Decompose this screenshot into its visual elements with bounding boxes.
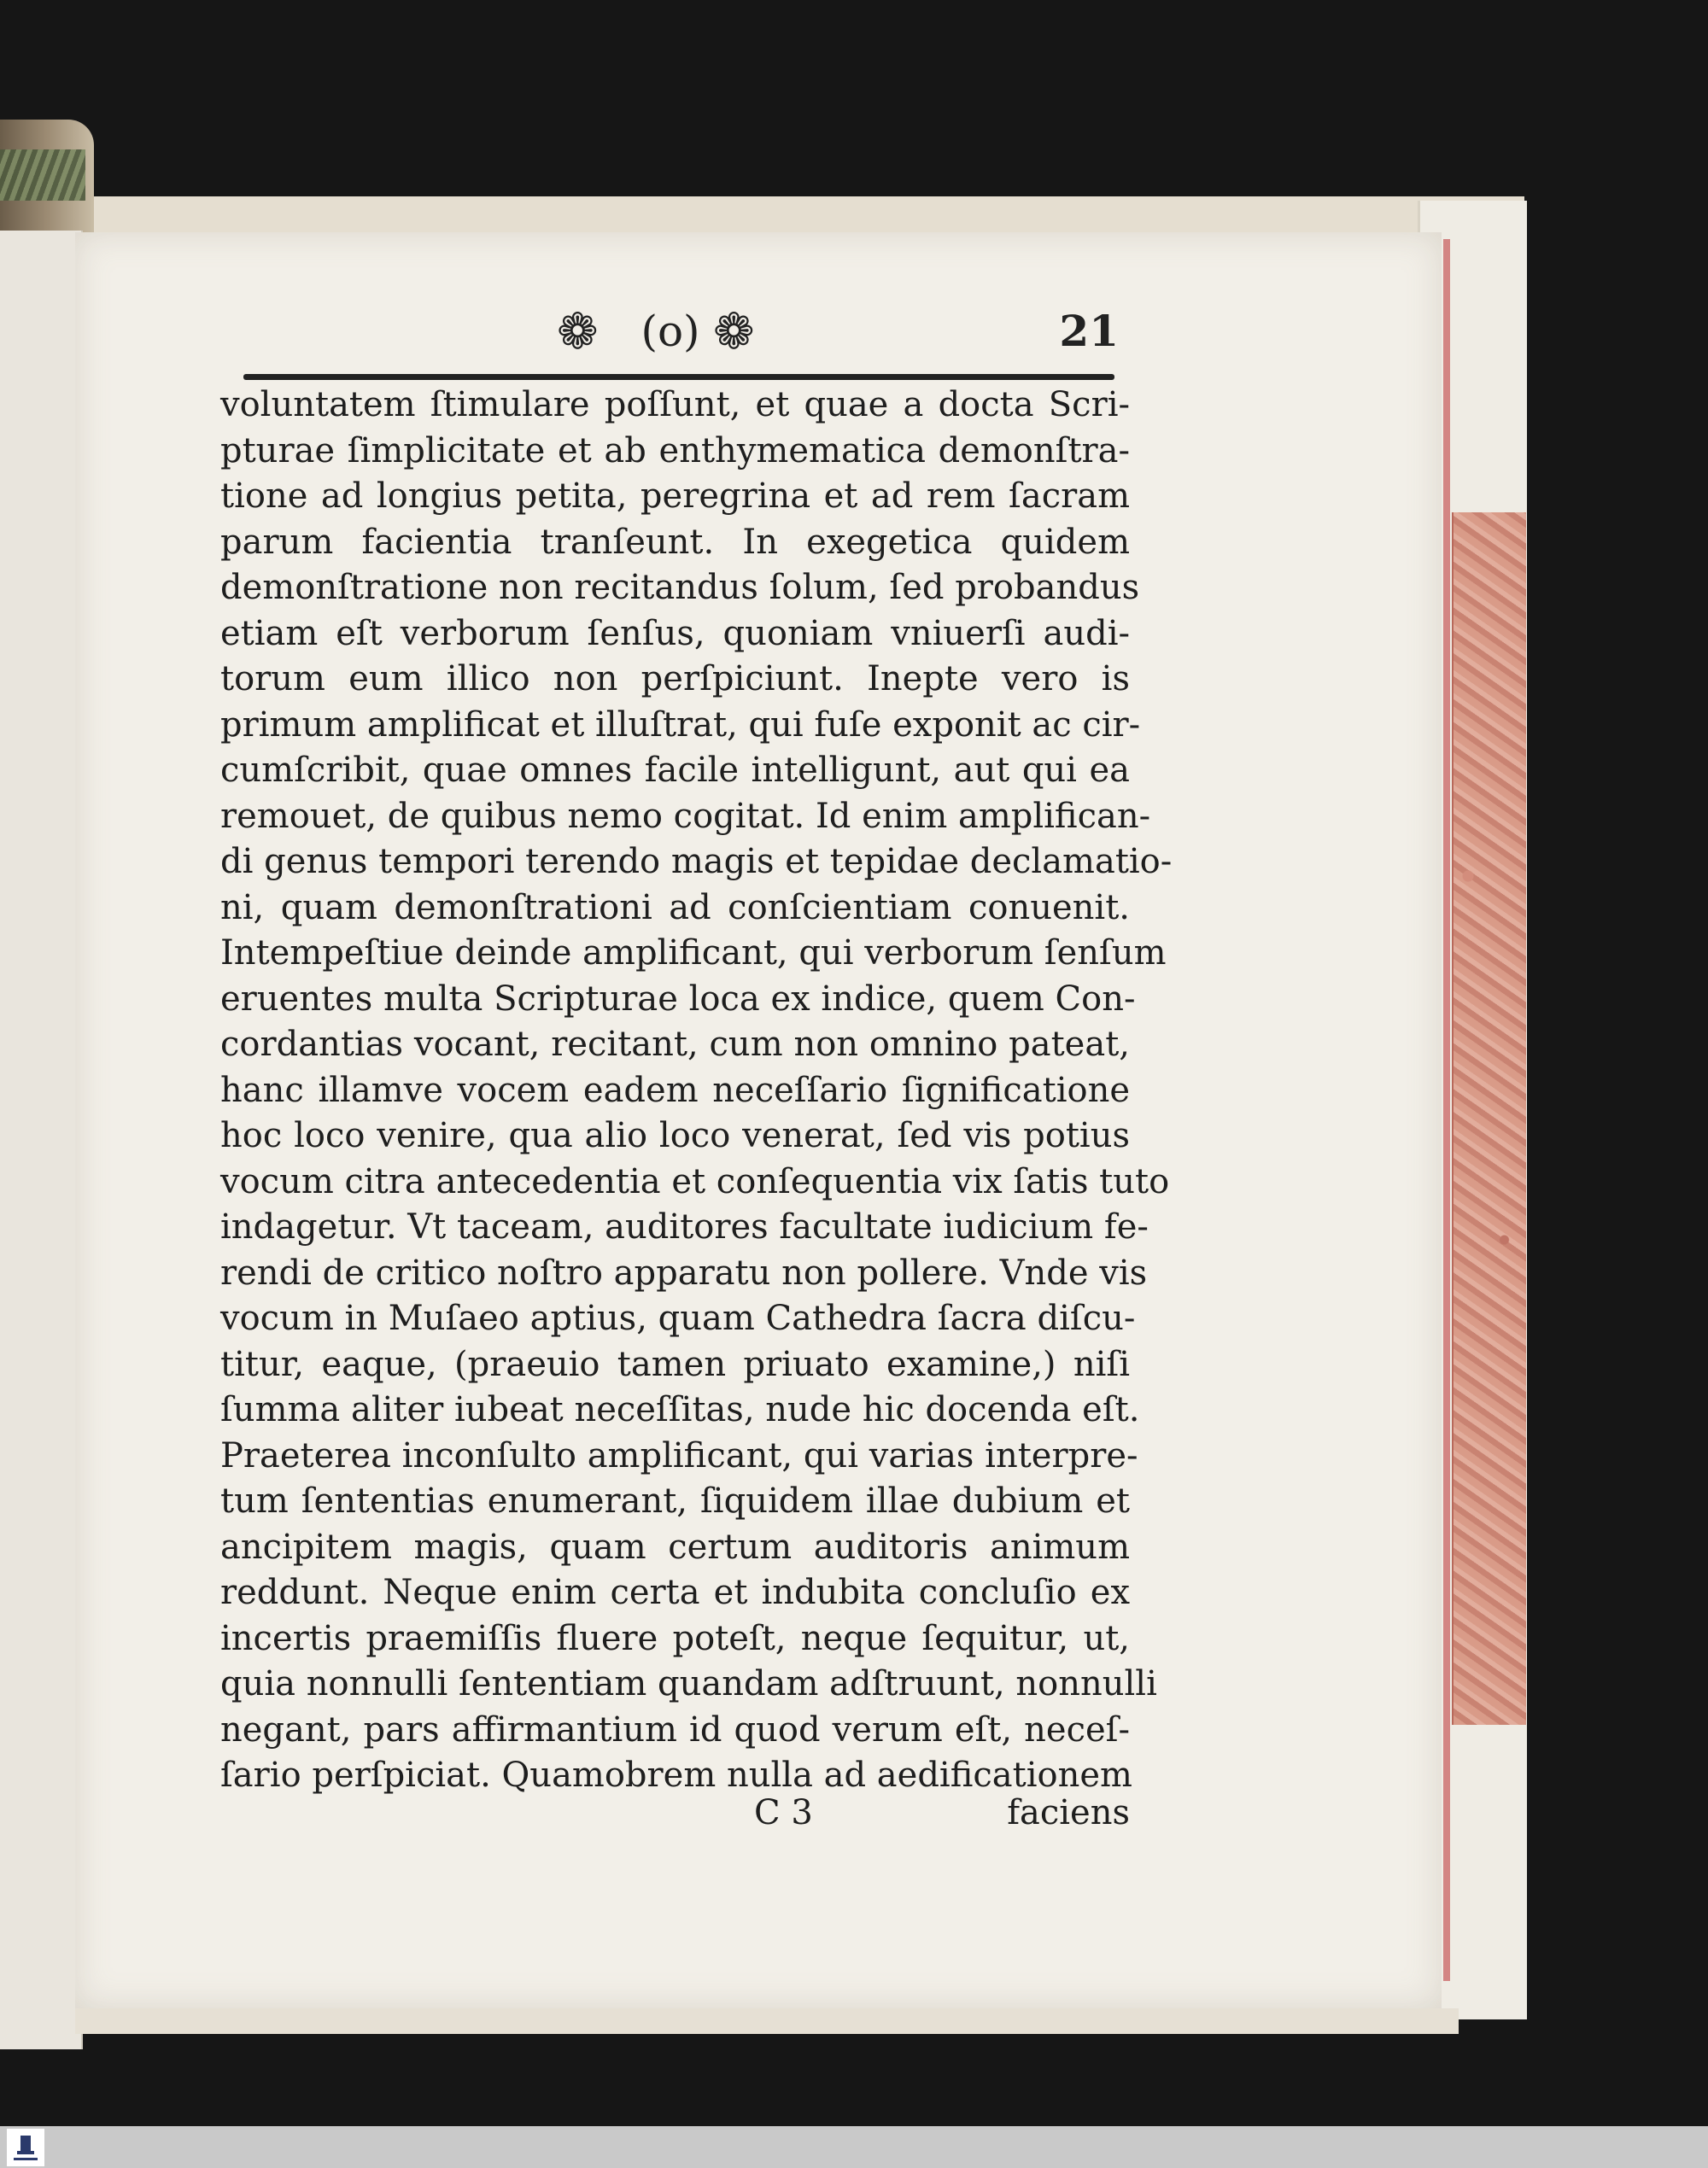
flower-ornament-icon: ❁	[557, 302, 599, 360]
text-line: voluntatem ſtimulare poſſunt, et quae a docta Scri-	[220, 385, 1130, 424]
cover-top-edge	[94, 196, 1524, 235]
text-line: cumſcribit, quae omnes facile intelligunt, aut qui ea	[220, 751, 1130, 790]
text-line: indagetur. Vt taceam, auditores facultate iudicium fe-	[220, 1207, 1149, 1247]
bookmark-ribbon	[0, 149, 85, 201]
text-line: remouet, de quibus nemo cogitat. Id enim amplifican-	[220, 796, 1151, 836]
signature-mark: C 3	[754, 1793, 813, 1832]
text-line: etiam eſt verborum ſenſus, quoniam vniuerſi audi-	[220, 613, 1130, 653]
text-line: ancipitem magis, quam certum auditoris animum	[220, 1527, 1130, 1567]
running-head	[248, 302, 1119, 374]
text-line: ni, quam demonſtrationi ad conſcientiam conuenit.	[220, 887, 1130, 927]
text-line: Praeterea inconſulto amplificant, qui varias interpre-	[220, 1435, 1138, 1476]
text-line: pturae ſimplicitate et ab enthymematica demonſtra-	[220, 430, 1130, 470]
text-line: ſario perſpiciat. Quamobrem nulla ad aedificationem	[220, 1756, 1132, 1795]
text-line: primum amplificat et illuſtrat, qui fuſe exponit ac cir-	[220, 704, 1141, 745]
text-line: hoc loco venire, qua alio loco venerat, ſed vis potius	[220, 1116, 1130, 1155]
text-line: hanc illamve vocem eadem neceſſario ſignificatione	[220, 1070, 1130, 1110]
text-line: negant, pars affirmantium id quod verum eſt, neceſ-	[220, 1709, 1130, 1750]
header-rule	[243, 374, 1114, 380]
catchword: faciens	[1007, 1793, 1130, 1832]
text-line: quia nonnulli ſententiam quandam adſtruunt, nonnulli	[220, 1664, 1157, 1703]
text-line: tione ad longius petita, peregrina et ad rem ſacram	[220, 476, 1130, 516]
text-line: vocum in Muſaeo aptius, quam Cathedra ſacra diſcu-	[220, 1299, 1136, 1338]
page-footer	[220, 1793, 1130, 1844]
text-line: Intempeſtiue deinde amplificant, qui verborum ſenſum	[220, 933, 1167, 973]
red-page-edge	[1443, 239, 1450, 1981]
body-text	[220, 383, 1173, 1799]
text-line: rendi de critico noſtro apparatu non pollere. Vnde vis	[220, 1253, 1148, 1293]
head-title: (o)	[640, 307, 700, 356]
text-line: reddunt. Neque enim certa et indubita concluſio ex	[220, 1573, 1130, 1612]
text-line: eruentes multa Scripturae loca ex indice, quem Con-	[220, 979, 1136, 1019]
text-line: ſumma aliter iubeat neceſſitas, nude hic docenda eſt.	[220, 1390, 1140, 1429]
text-line: cordantias vocant, recitant, cum non omnino pateat,	[220, 1025, 1130, 1064]
viewer-status-bar	[0, 2126, 1708, 2168]
text-line: demonſtratione non recitandus ſolum, ſed probandus	[220, 568, 1140, 607]
flower-ornament-icon: ❁	[713, 302, 755, 360]
text-line: titur, eaque, (praeuio tamen priuato examine,) niſi	[220, 1344, 1130, 1384]
page-bottom-edge	[75, 2008, 1459, 2034]
text-line: torum eum illico non perſpiciunt. Inepte vero is	[220, 659, 1130, 698]
page-number: 21	[1059, 306, 1119, 356]
left-page-edge	[0, 231, 83, 2049]
marbled-paper	[1452, 512, 1526, 1725]
library-logo-icon	[7, 2129, 44, 2166]
text-line: parum facientia tranſeunt. In exegetica quidem	[220, 522, 1130, 562]
text-line: incertis praemiſſis fluere poteſt, neque ſequitur, ut,	[220, 1618, 1130, 1658]
text-line: di genus tempori terendo magis et tepidae declamatio-	[220, 842, 1173, 881]
text-line: tum ſententias enumerant, ſiquidem illae dubium et	[220, 1481, 1130, 1521]
text-line: vocum citra antecedentia et conſequentia vix ſatis tuto	[220, 1161, 1170, 1201]
